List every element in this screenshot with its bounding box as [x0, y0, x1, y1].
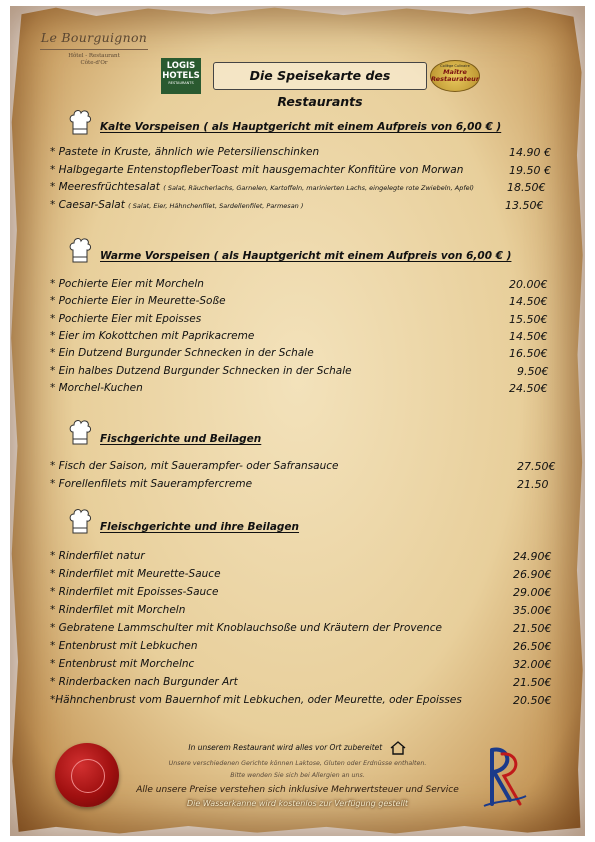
item-price: 29.00€	[513, 586, 552, 599]
footer-water-note: Die Wasserkanne wird kostenlos zur Verfügung gestellt	[186, 799, 409, 808]
item-price: 21.50€	[513, 676, 552, 689]
section-title-fish: Fischgerichte und Beilagen	[100, 433, 262, 445]
menu-item	[50, 550, 145, 562]
item-price: 14.90 €	[509, 146, 551, 159]
menu-item	[50, 181, 474, 193]
logis-line-1: LOGIS	[166, 61, 196, 71]
menu-item	[50, 640, 198, 652]
menu-item	[50, 313, 201, 325]
maitre-restaurateur-badge	[430, 60, 480, 92]
item-price: 16.50€	[509, 347, 548, 360]
item-price: 9.50€	[517, 365, 549, 378]
chef-hat-icon	[68, 108, 92, 136]
house-icon	[389, 741, 407, 755]
item-price: 18.50€	[507, 181, 546, 194]
footer-prices-note: Alle unsere Preise verstehen sich inklusive Mehrwertsteuer und Service	[136, 785, 459, 795]
item-name: * Ein halbes Dutzend Burgunder Schnecken in der Schale	[50, 365, 352, 377]
section-title-meat: Fleischgerichte und ihre Beilagen	[100, 521, 300, 533]
item-price: 15.50€	[509, 313, 548, 326]
logis-line-3: RESTAURANTS	[168, 81, 194, 85]
item-price: 27.50€	[517, 460, 556, 473]
item-price: 21.50€	[513, 622, 552, 635]
item-name: * Rinderfilet mit Epoisses-Sauce	[50, 586, 219, 598]
item-name: * Caesar-Salat	[50, 199, 125, 211]
item-name: * Halbgegarte EntenstopfleberToast mit hausgemachter Konfitüre von Morwan	[50, 164, 464, 176]
section-title-warm-starters: Warme Vorspeisen ( als Hauptgericht mit einem Aufpreis von 6,00 € )	[100, 250, 512, 262]
menu-item	[50, 164, 463, 176]
item-price: 21.50	[517, 478, 549, 491]
menu-item	[50, 586, 218, 598]
item-price: 24.50€	[509, 382, 548, 395]
item-name: * Ein Dutzend Burgunder Schnecken in der Schale	[50, 347, 314, 359]
item-name: * Pochierte Eier in Meurette-Soße	[50, 295, 226, 307]
item-note: ( Salat, Eier, Hähnchenfilet, Sardellenfilet, Parmesan )	[128, 202, 304, 210]
item-note: ( Salat, Räucherlachs, Garnelen, Kartoffeln, marinierten Lachs, eingelegte rote Zwiebeln, Apfel)	[163, 184, 474, 192]
logo-divider	[40, 49, 148, 50]
item-price: 24.90€	[513, 550, 552, 563]
menu-item	[50, 330, 254, 342]
item-price: 13.50€	[505, 199, 544, 212]
item-name: * Pochierte Eier mit Epoisses	[50, 313, 202, 325]
chef-hat-icon	[68, 507, 92, 535]
menu-item	[50, 146, 319, 158]
menu-item	[50, 568, 221, 580]
menu-item	[50, 199, 303, 211]
item-name: * Eier im Kokottchen mit Paprikacreme	[50, 330, 255, 342]
item-price: 14.50€	[509, 295, 548, 308]
item-name: * Entenbrust mit Morchelnc	[50, 658, 195, 670]
menu-item	[50, 295, 226, 307]
maitre-small-text: Collège Culinaire	[440, 64, 470, 68]
menu-item	[50, 694, 462, 706]
menu-item	[50, 478, 252, 490]
menu-item	[50, 347, 314, 359]
item-name: * Rinderbacken nach Burgunder Art	[50, 676, 238, 688]
rr-logo-icon	[480, 742, 530, 812]
chef-hat-icon	[68, 418, 92, 446]
wax-seal-icon	[55, 743, 119, 807]
item-name: *Hähnchenbrust vom Bauernhof mit Lebkuchen, oder Meurette, oder Epoisses	[50, 694, 462, 706]
menu-item	[50, 278, 204, 290]
item-price: 20.50€	[513, 694, 552, 707]
menu-item	[50, 604, 185, 616]
item-name: * Morchel-Kuchen	[50, 382, 143, 394]
item-name: * Pastete in Kruste, ähnlich wie Petersilienschinken	[50, 146, 320, 158]
item-price: 26.50€	[513, 640, 552, 653]
logis-line-2: HOTELS	[162, 71, 200, 81]
item-name: * Entenbrust mit Lebkuchen	[50, 640, 198, 652]
item-name: * Pochierte Eier mit Morcheln	[50, 278, 204, 290]
item-name: * Gebratene Lammschulter mit Knoblauchsoße und Kräutern der Provence	[50, 622, 442, 634]
item-name: * Fisch der Saison, mit Sauerampfer- oder Safransauce	[50, 460, 339, 472]
footer-allergy-contact: Bitte wenden Sie sich bei Allergien an uns.	[230, 772, 365, 779]
item-price: 20.00€	[509, 278, 548, 291]
restaurant-subtitle-2: Côte-d'Or	[80, 60, 108, 66]
item-name: * Meeresfrüchtesalat	[50, 181, 160, 193]
item-price: 26.90€	[513, 568, 552, 581]
footer-allergens: Unsere verschiedenen Gerichte können Laktose, Gluten oder Erdnüsse enthalten.	[168, 760, 427, 767]
menu-item	[50, 365, 352, 377]
menu-item	[50, 658, 194, 670]
maitre-line-1: Maître	[443, 68, 467, 76]
menu-item	[50, 622, 442, 634]
item-price: 14.50€	[509, 330, 548, 343]
restaurant-subtitle-1: Hôtel - Restaurant	[68, 53, 120, 59]
menu-item	[50, 382, 143, 394]
footer-line-1: In unserem Restaurant wird alles vor Ort zubereitet	[188, 743, 383, 752]
item-name: * Rinderfilet mit Morcheln	[50, 604, 186, 616]
item-name: * Rinderfilet natur	[50, 550, 145, 562]
item-price: 19.50 €	[509, 164, 551, 177]
menu-title: Die Speisekarte des Restaurants	[213, 62, 427, 90]
restaurant-name: Le Bourguignon	[40, 30, 148, 45]
chef-hat-icon	[68, 236, 92, 264]
logis-hotels-logo	[161, 58, 201, 94]
menu-item	[50, 460, 338, 472]
menu-item	[50, 676, 238, 688]
item-name: * Forellenfilets mit Sauerampfercreme	[50, 478, 253, 490]
item-price: 35.00€	[513, 604, 552, 617]
restaurant-logo	[34, 30, 154, 67]
section-title-cold-starters: Kalte Vorspeisen ( als Hauptgericht mit einem Aufpreis von 6,00 € )	[100, 121, 502, 133]
item-price: 32.00€	[513, 658, 552, 671]
maitre-line-2: Restaurateur	[431, 75, 480, 83]
item-name: * Rinderfilet mit Meurette-Sauce	[50, 568, 221, 580]
